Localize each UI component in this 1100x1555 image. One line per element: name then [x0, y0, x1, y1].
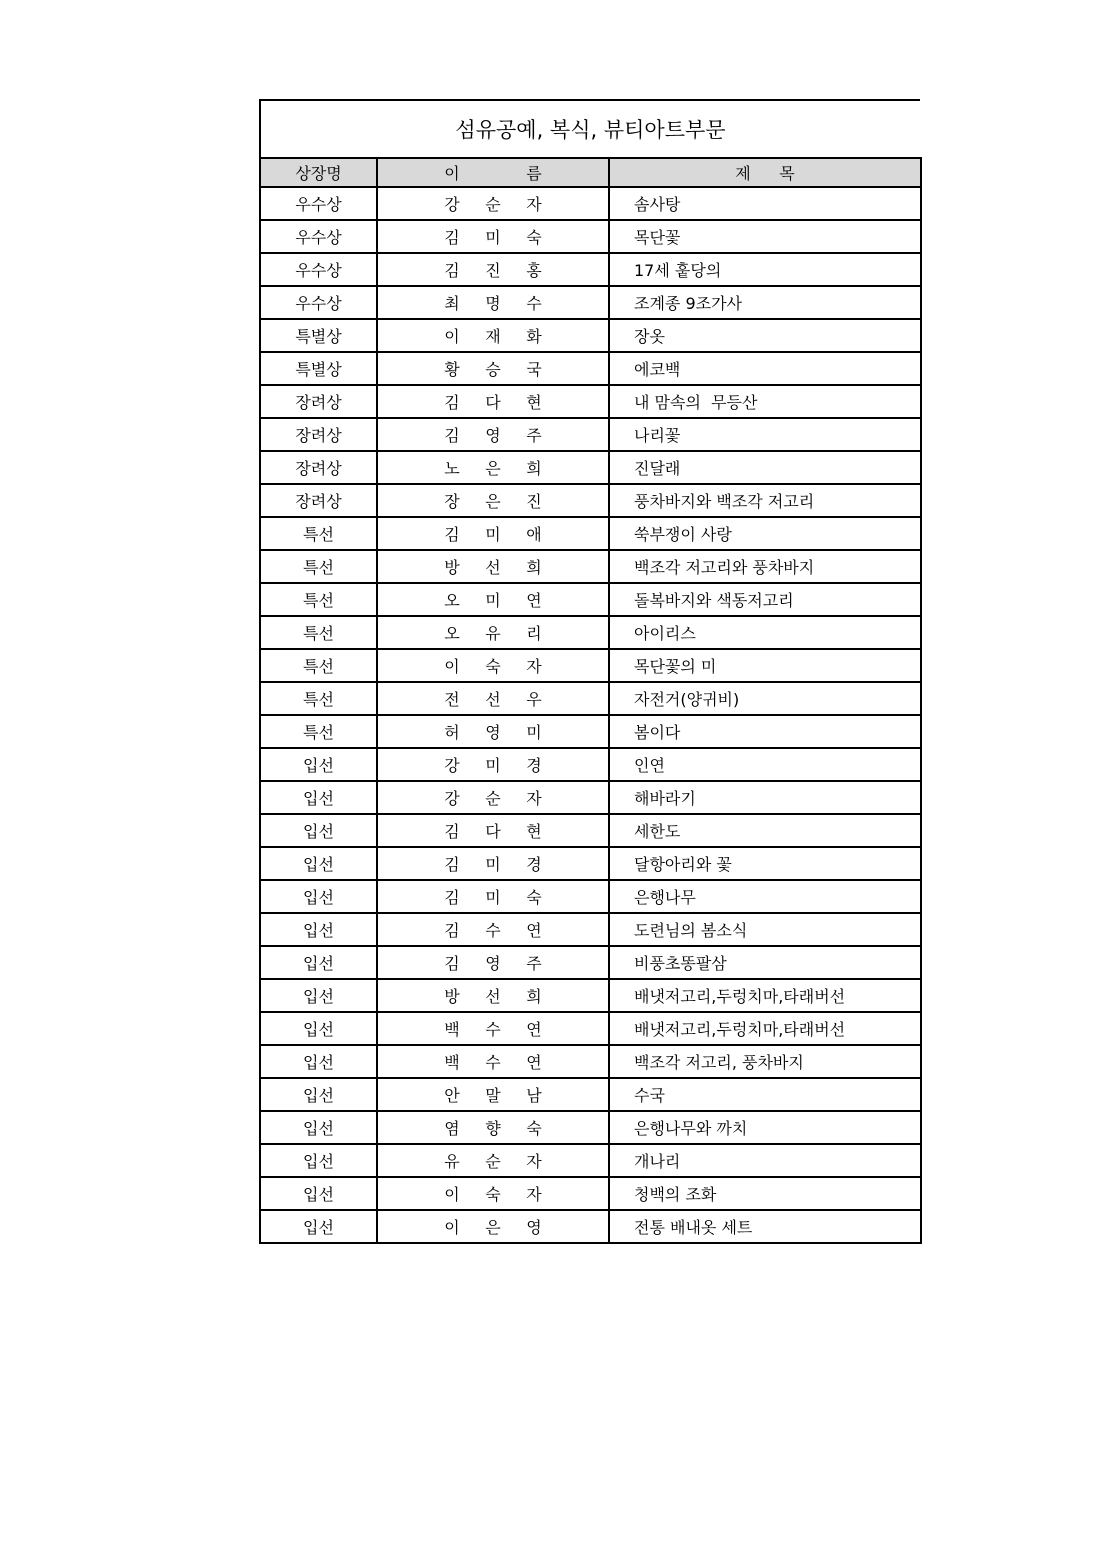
name-char: 김: [444, 822, 460, 841]
name-char: 순: [485, 789, 501, 808]
work-title-cell: 목단꽃의 미: [609, 649, 921, 682]
name-char: 은: [485, 1218, 501, 1237]
name-cell: [377, 649, 609, 682]
name-char: 김: [444, 888, 460, 907]
name-char: 김: [444, 921, 460, 940]
section-title-text: 섬유공예, 복식, 뷰티아트부문: [455, 118, 726, 142]
work-title-cell: 진달래: [609, 451, 921, 484]
work-title-cell: 에코백: [609, 352, 921, 385]
award-cell: 입선: [260, 1177, 377, 1210]
name-cell: [377, 517, 609, 550]
award-cell: 입선: [260, 1045, 377, 1078]
award-cell: 입선: [260, 979, 377, 1012]
award-cell: 특선: [260, 715, 377, 748]
work-title-cell: 인연: [609, 748, 921, 781]
work-title-cell: 내 맘속의 무등산: [609, 385, 921, 418]
work-title-cell: 달항아리와 꽃: [609, 847, 921, 880]
table-row: [260, 946, 921, 979]
header-title-char: 목: [779, 164, 795, 183]
name-cell: [377, 748, 609, 781]
name-cell: [377, 946, 609, 979]
name-cell: [377, 385, 609, 418]
award-cell: 특선: [260, 649, 377, 682]
table-row: [260, 1144, 921, 1177]
work-title-cell: 개나리: [609, 1144, 921, 1177]
name-cell: [377, 583, 609, 616]
name-char: 이: [444, 1218, 460, 1237]
name-char: 자: [526, 789, 542, 808]
name-cell: [377, 913, 609, 946]
name-char: 염: [444, 1119, 460, 1138]
award-cell: 입선: [260, 880, 377, 913]
work-title-cell: 돌복바지와 색동저고리: [609, 583, 921, 616]
name-cell: [377, 451, 609, 484]
name-char: 장: [444, 492, 460, 511]
name-cell: [377, 847, 609, 880]
name-char: 리: [526, 624, 542, 643]
table-row: [260, 418, 921, 451]
name-char: 최: [444, 294, 460, 313]
name-char: 허: [444, 723, 460, 742]
name-char: 승: [485, 360, 501, 379]
work-title-cell: 봄이다: [609, 715, 921, 748]
work-title-cell: 백조각 저고리, 풍차바지: [609, 1045, 921, 1078]
name-char: 김: [444, 261, 460, 280]
header-title: [609, 158, 921, 187]
work-title-cell: 자전거(양귀비): [609, 682, 921, 715]
table-row: [260, 1078, 921, 1111]
name-char: 다: [485, 822, 501, 841]
name-char: 연: [526, 591, 542, 610]
name-cell: [377, 187, 609, 220]
award-cell: 입선: [260, 946, 377, 979]
award-cell: 특별상: [260, 319, 377, 352]
table-row: [260, 385, 921, 418]
name-cell: [377, 550, 609, 583]
name-char: 수: [485, 1020, 501, 1039]
name-char: 홍: [526, 261, 542, 280]
header-name: [377, 158, 609, 187]
award-cell: 입선: [260, 1012, 377, 1045]
name-cell: [377, 880, 609, 913]
name-char: 유: [444, 1152, 460, 1171]
name-cell: [377, 1012, 609, 1045]
name-cell: [377, 616, 609, 649]
name-char: 현: [526, 822, 542, 841]
award-cell: 특선: [260, 550, 377, 583]
table-row: [260, 451, 921, 484]
name-char: 노: [444, 459, 460, 478]
table-row: [260, 847, 921, 880]
name-char: 전: [444, 690, 460, 709]
name-char: 화: [526, 327, 542, 346]
name-char: 진: [485, 261, 501, 280]
name-char: 희: [526, 558, 542, 577]
table-row: [260, 253, 921, 286]
award-cell: 특선: [260, 517, 377, 550]
work-title-cell: 세한도: [609, 814, 921, 847]
name-cell: [377, 682, 609, 715]
work-title-cell: 은행나무: [609, 880, 921, 913]
award-cell: 입선: [260, 847, 377, 880]
name-char: 미: [485, 228, 501, 247]
award-cell: 입선: [260, 814, 377, 847]
award-cell: 장려상: [260, 418, 377, 451]
name-char: 백: [444, 1053, 460, 1072]
name-cell: [377, 781, 609, 814]
name-char: 말: [485, 1086, 501, 1105]
section-title: [259, 99, 920, 157]
name-char: 숙: [526, 1119, 542, 1138]
table-row: [260, 517, 921, 550]
award-cell: 입선: [260, 1078, 377, 1111]
header-name-char: 이: [444, 164, 460, 183]
name-char: 숙: [485, 1185, 501, 1204]
name-cell: [377, 1177, 609, 1210]
name-char: 미: [485, 888, 501, 907]
award-cell: 입선: [260, 913, 377, 946]
name-char: 순: [485, 1152, 501, 1171]
award-cell: 입선: [260, 1144, 377, 1177]
work-title-cell: 청백의 조화: [609, 1177, 921, 1210]
name-char: 숙: [526, 888, 542, 907]
table-row: [260, 748, 921, 781]
name-char: 숙: [526, 228, 542, 247]
name-char: 유: [485, 624, 501, 643]
name-char: 수: [526, 294, 542, 313]
table-row: [260, 1045, 921, 1078]
table-row: [260, 583, 921, 616]
award-table-body: [260, 187, 921, 1243]
name-char: 김: [444, 855, 460, 874]
name-cell: [377, 1078, 609, 1111]
name-cell: [377, 253, 609, 286]
name-char: 황: [444, 360, 460, 379]
work-title-cell: 나리꽃: [609, 418, 921, 451]
name-char: 방: [444, 558, 460, 577]
name-char: 수: [485, 1053, 501, 1072]
name-char: 희: [526, 987, 542, 1006]
table-row: [260, 913, 921, 946]
work-title-cell: 장옷: [609, 319, 921, 352]
name-char: 미: [485, 855, 501, 874]
table-row: [260, 550, 921, 583]
table-row: [260, 484, 921, 517]
name-char: 강: [444, 195, 460, 214]
table-row: [260, 1012, 921, 1045]
award-sheet: [259, 99, 920, 1244]
award-cell: 우수상: [260, 253, 377, 286]
name-char: 영: [485, 723, 501, 742]
name-char: 우: [526, 690, 542, 709]
header-row: [260, 158, 921, 187]
award-cell: 입선: [260, 748, 377, 781]
name-char: 미: [526, 723, 542, 742]
table-row: [260, 1177, 921, 1210]
table-row: [260, 286, 921, 319]
table-row: [260, 1111, 921, 1144]
name-char: 은: [485, 492, 501, 511]
name-cell: [377, 979, 609, 1012]
table-row: [260, 682, 921, 715]
name-char: 선: [485, 558, 501, 577]
name-char: 오: [444, 624, 460, 643]
name-char: 현: [526, 393, 542, 412]
name-char: 백: [444, 1020, 460, 1039]
name-char: 희: [526, 459, 542, 478]
name-char: 이: [444, 1185, 460, 1204]
name-cell: [377, 484, 609, 517]
name-char: 명: [485, 294, 501, 313]
name-char: 연: [526, 1053, 542, 1072]
name-cell: [377, 418, 609, 451]
name-char: 안: [444, 1086, 460, 1105]
name-cell: [377, 319, 609, 352]
name-cell: [377, 1111, 609, 1144]
name-char: 영: [485, 954, 501, 973]
name-char: 수: [485, 921, 501, 940]
name-char: 영: [485, 426, 501, 445]
name-char: 자: [526, 657, 542, 676]
award-table: [259, 157, 922, 1244]
work-title-cell: 백조각 저고리와 풍차바지: [609, 550, 921, 583]
name-char: 미: [485, 591, 501, 610]
name-char: 김: [444, 954, 460, 973]
name-char: 김: [444, 393, 460, 412]
name-char: 미: [485, 756, 501, 775]
name-char: 이: [444, 657, 460, 676]
name-char: 선: [485, 690, 501, 709]
table-row: [260, 187, 921, 220]
work-title-cell: 전통 배내옷 세트: [609, 1210, 921, 1243]
name-char: 미: [485, 525, 501, 544]
name-cell: [377, 1210, 609, 1243]
name-char: 이: [444, 327, 460, 346]
name-cell: [377, 352, 609, 385]
name-char: 은: [485, 459, 501, 478]
name-char: 숙: [485, 657, 501, 676]
work-title-cell: 아이리스: [609, 616, 921, 649]
name-char: 연: [526, 1020, 542, 1039]
table-row: [260, 979, 921, 1012]
name-char: 애: [526, 525, 542, 544]
table-row: [260, 220, 921, 253]
name-cell: [377, 286, 609, 319]
header-name-char: 름: [526, 164, 542, 183]
work-title-cell: 해바라기: [609, 781, 921, 814]
work-title-cell: 은행나무와 까치: [609, 1111, 921, 1144]
name-char: 영: [526, 1218, 542, 1237]
table-row: [260, 715, 921, 748]
name-char: 남: [526, 1086, 542, 1105]
name-char: 김: [444, 426, 460, 445]
work-title-cell: 도련님의 봄소식: [609, 913, 921, 946]
work-title-cell: 배냇저고리,두렁치마,타래버선: [609, 1012, 921, 1045]
work-title-cell: 조계종 9조가사: [609, 286, 921, 319]
table-row: [260, 319, 921, 352]
header-award: 상장명: [260, 158, 377, 187]
table-row: [260, 616, 921, 649]
work-title-cell: 수국: [609, 1078, 921, 1111]
name-cell: [377, 1144, 609, 1177]
table-row: [260, 880, 921, 913]
award-cell: 우수상: [260, 187, 377, 220]
award-cell: 우수상: [260, 220, 377, 253]
name-char: 경: [526, 855, 542, 874]
name-char: 김: [444, 525, 460, 544]
award-cell: 장려상: [260, 385, 377, 418]
award-cell: 특선: [260, 682, 377, 715]
name-char: 김: [444, 228, 460, 247]
name-char: 향: [485, 1119, 501, 1138]
name-char: 경: [526, 756, 542, 775]
award-cell: 우수상: [260, 286, 377, 319]
name-char: 자: [526, 1185, 542, 1204]
name-char: 다: [485, 393, 501, 412]
name-char: 선: [485, 987, 501, 1006]
work-title-cell: 쑥부쟁이 사랑: [609, 517, 921, 550]
name-char: 연: [526, 921, 542, 940]
table-row: [260, 649, 921, 682]
award-cell: 입선: [260, 1111, 377, 1144]
name-char: 국: [526, 360, 542, 379]
name-cell: [377, 715, 609, 748]
name-char: 강: [444, 756, 460, 775]
work-title-cell: 솜사탕: [609, 187, 921, 220]
name-char: 재: [485, 327, 501, 346]
name-char: 자: [526, 1152, 542, 1171]
award-cell: 장려상: [260, 451, 377, 484]
work-title-cell: 배냇저고리,두렁치마,타래버선: [609, 979, 921, 1012]
name-char: 주: [526, 426, 542, 445]
name-char: 오: [444, 591, 460, 610]
table-row: [260, 352, 921, 385]
header-title-char: 제: [735, 164, 751, 183]
name-char: 진: [526, 492, 542, 511]
award-cell: 입선: [260, 1210, 377, 1243]
table-row: [260, 1210, 921, 1243]
table-row: [260, 814, 921, 847]
award-cell: 특별상: [260, 352, 377, 385]
table-row: [260, 781, 921, 814]
work-title-cell: 목단꽃: [609, 220, 921, 253]
work-title-cell: 비풍초똥팔삼: [609, 946, 921, 979]
name-char: 자: [526, 195, 542, 214]
award-cell: 입선: [260, 781, 377, 814]
award-cell: 특선: [260, 616, 377, 649]
name-cell: [377, 814, 609, 847]
award-cell: 특선: [260, 583, 377, 616]
name-char: 주: [526, 954, 542, 973]
name-cell: [377, 220, 609, 253]
name-char: 순: [485, 195, 501, 214]
award-cell: 장려상: [260, 484, 377, 517]
name-cell: [377, 1045, 609, 1078]
name-char: 방: [444, 987, 460, 1006]
work-title-cell: 풍차바지와 백조각 저고리: [609, 484, 921, 517]
name-char: 강: [444, 789, 460, 808]
work-title-cell: 17세 훝당의: [609, 253, 921, 286]
